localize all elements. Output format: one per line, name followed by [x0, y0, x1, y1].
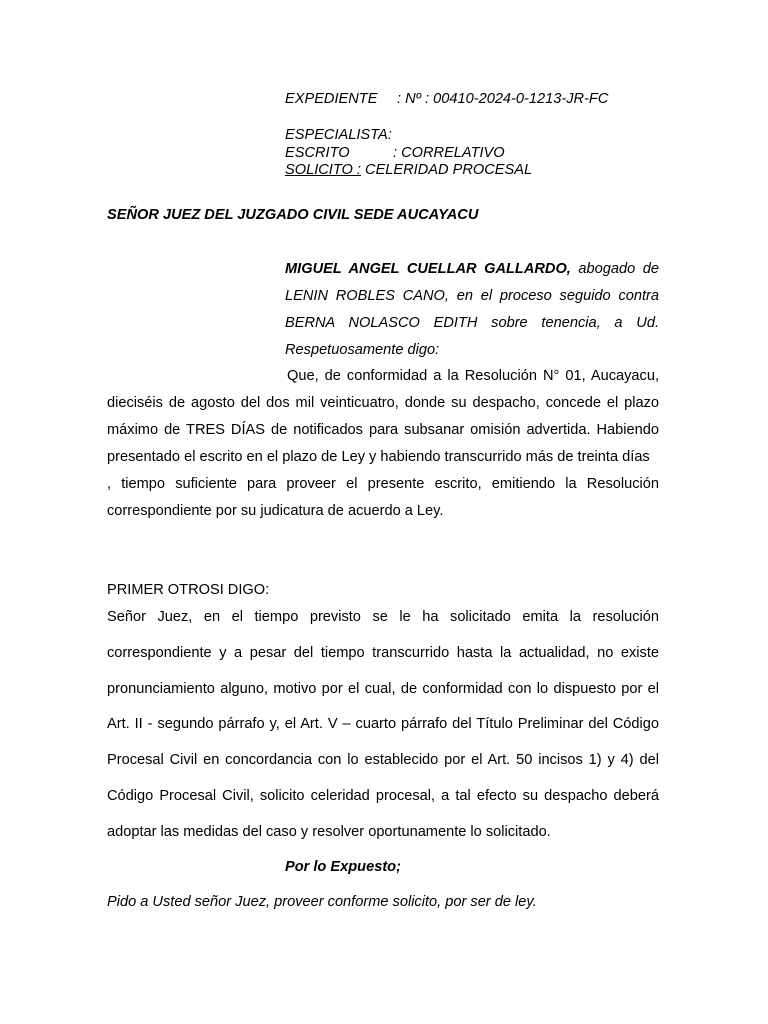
main-body	[107, 363, 659, 525]
otrosi-heading: PRIMER OTROSI DIGO:	[107, 582, 270, 598]
solicito-line	[285, 162, 532, 178]
body-paragraph-1: Que, de conformidad a la Resolución N° 01, Aucayacu, dieciséis de agosto del dos mil veinticuatro, donde su despacho, concede el plazo máximo de TRES DÍAS de notificados para subsanar omisión advertida. Habiendo presentado el escrito en el plazo de Ley y habiendo transcurrido más de treinta días	[107, 368, 659, 465]
solicito-value: CELERIDAD PROCESAL	[360, 162, 533, 178]
especialista-line	[285, 127, 392, 143]
expediente-line	[285, 91, 608, 107]
lawyer-name: MIGUEL ANGEL CUELLAR GALLARDO,	[285, 261, 571, 277]
escrito-label: ESCRITO	[285, 145, 350, 161]
expediente-label: EXPEDIENTE	[285, 91, 378, 107]
intro-text: abogado de LENIN ROBLES CANO, en el proceso seguido contra BERNA NOLASCO EDITH sobre tenencia, a Ud. Respetuosamente digo:	[285, 261, 659, 358]
escrito-line	[285, 145, 505, 161]
body-paragraph-2: , tiempo suficiente para proveer el presente escrito, emitiendo la Resolución correspondiente por su judicatura de acuerdo a Ley.	[107, 476, 659, 519]
solicito-label: SOLICITO :	[285, 162, 361, 178]
closing-text: Pido a Usted señor Juez, proveer conforme solicito, por ser de ley.	[107, 894, 537, 910]
closing-heading: Por lo Expuesto;	[285, 859, 401, 875]
expediente-value: : Nº : 00410-2024-0-1213-JR-FC	[397, 91, 609, 107]
especialista-label: ESPECIALISTA:	[285, 127, 392, 143]
intro-paragraph	[285, 256, 659, 364]
escrito-value: : CORRELATIVO	[393, 145, 505, 161]
addressee: SEÑOR JUEZ DEL JUZGADO CIVIL SEDE AUCAYACU	[107, 207, 479, 223]
otrosi-paragraph: Señor Juez, en el tiempo previsto se le ha solicitado emita la resolución correspondiente y a pesar del tiempo transcurrido hasta la actualidad, no existe pronunciamiento alguno, motivo por el cual, de conformidad con lo dispuesto por el Art. II - segundo párrafo y, el Art. V – cuarto párrafo del Título Preliminar del Código Procesal Civil en concordancia con lo establecido por el Art. 50 incisos 1) y 4) del Código Procesal Civil, solicito celeridad procesal, a tal efecto su despacho deberá adoptar las medidas del caso y resolver oportunamente lo solicitado.	[107, 609, 659, 840]
otrosi-body	[107, 600, 659, 851]
